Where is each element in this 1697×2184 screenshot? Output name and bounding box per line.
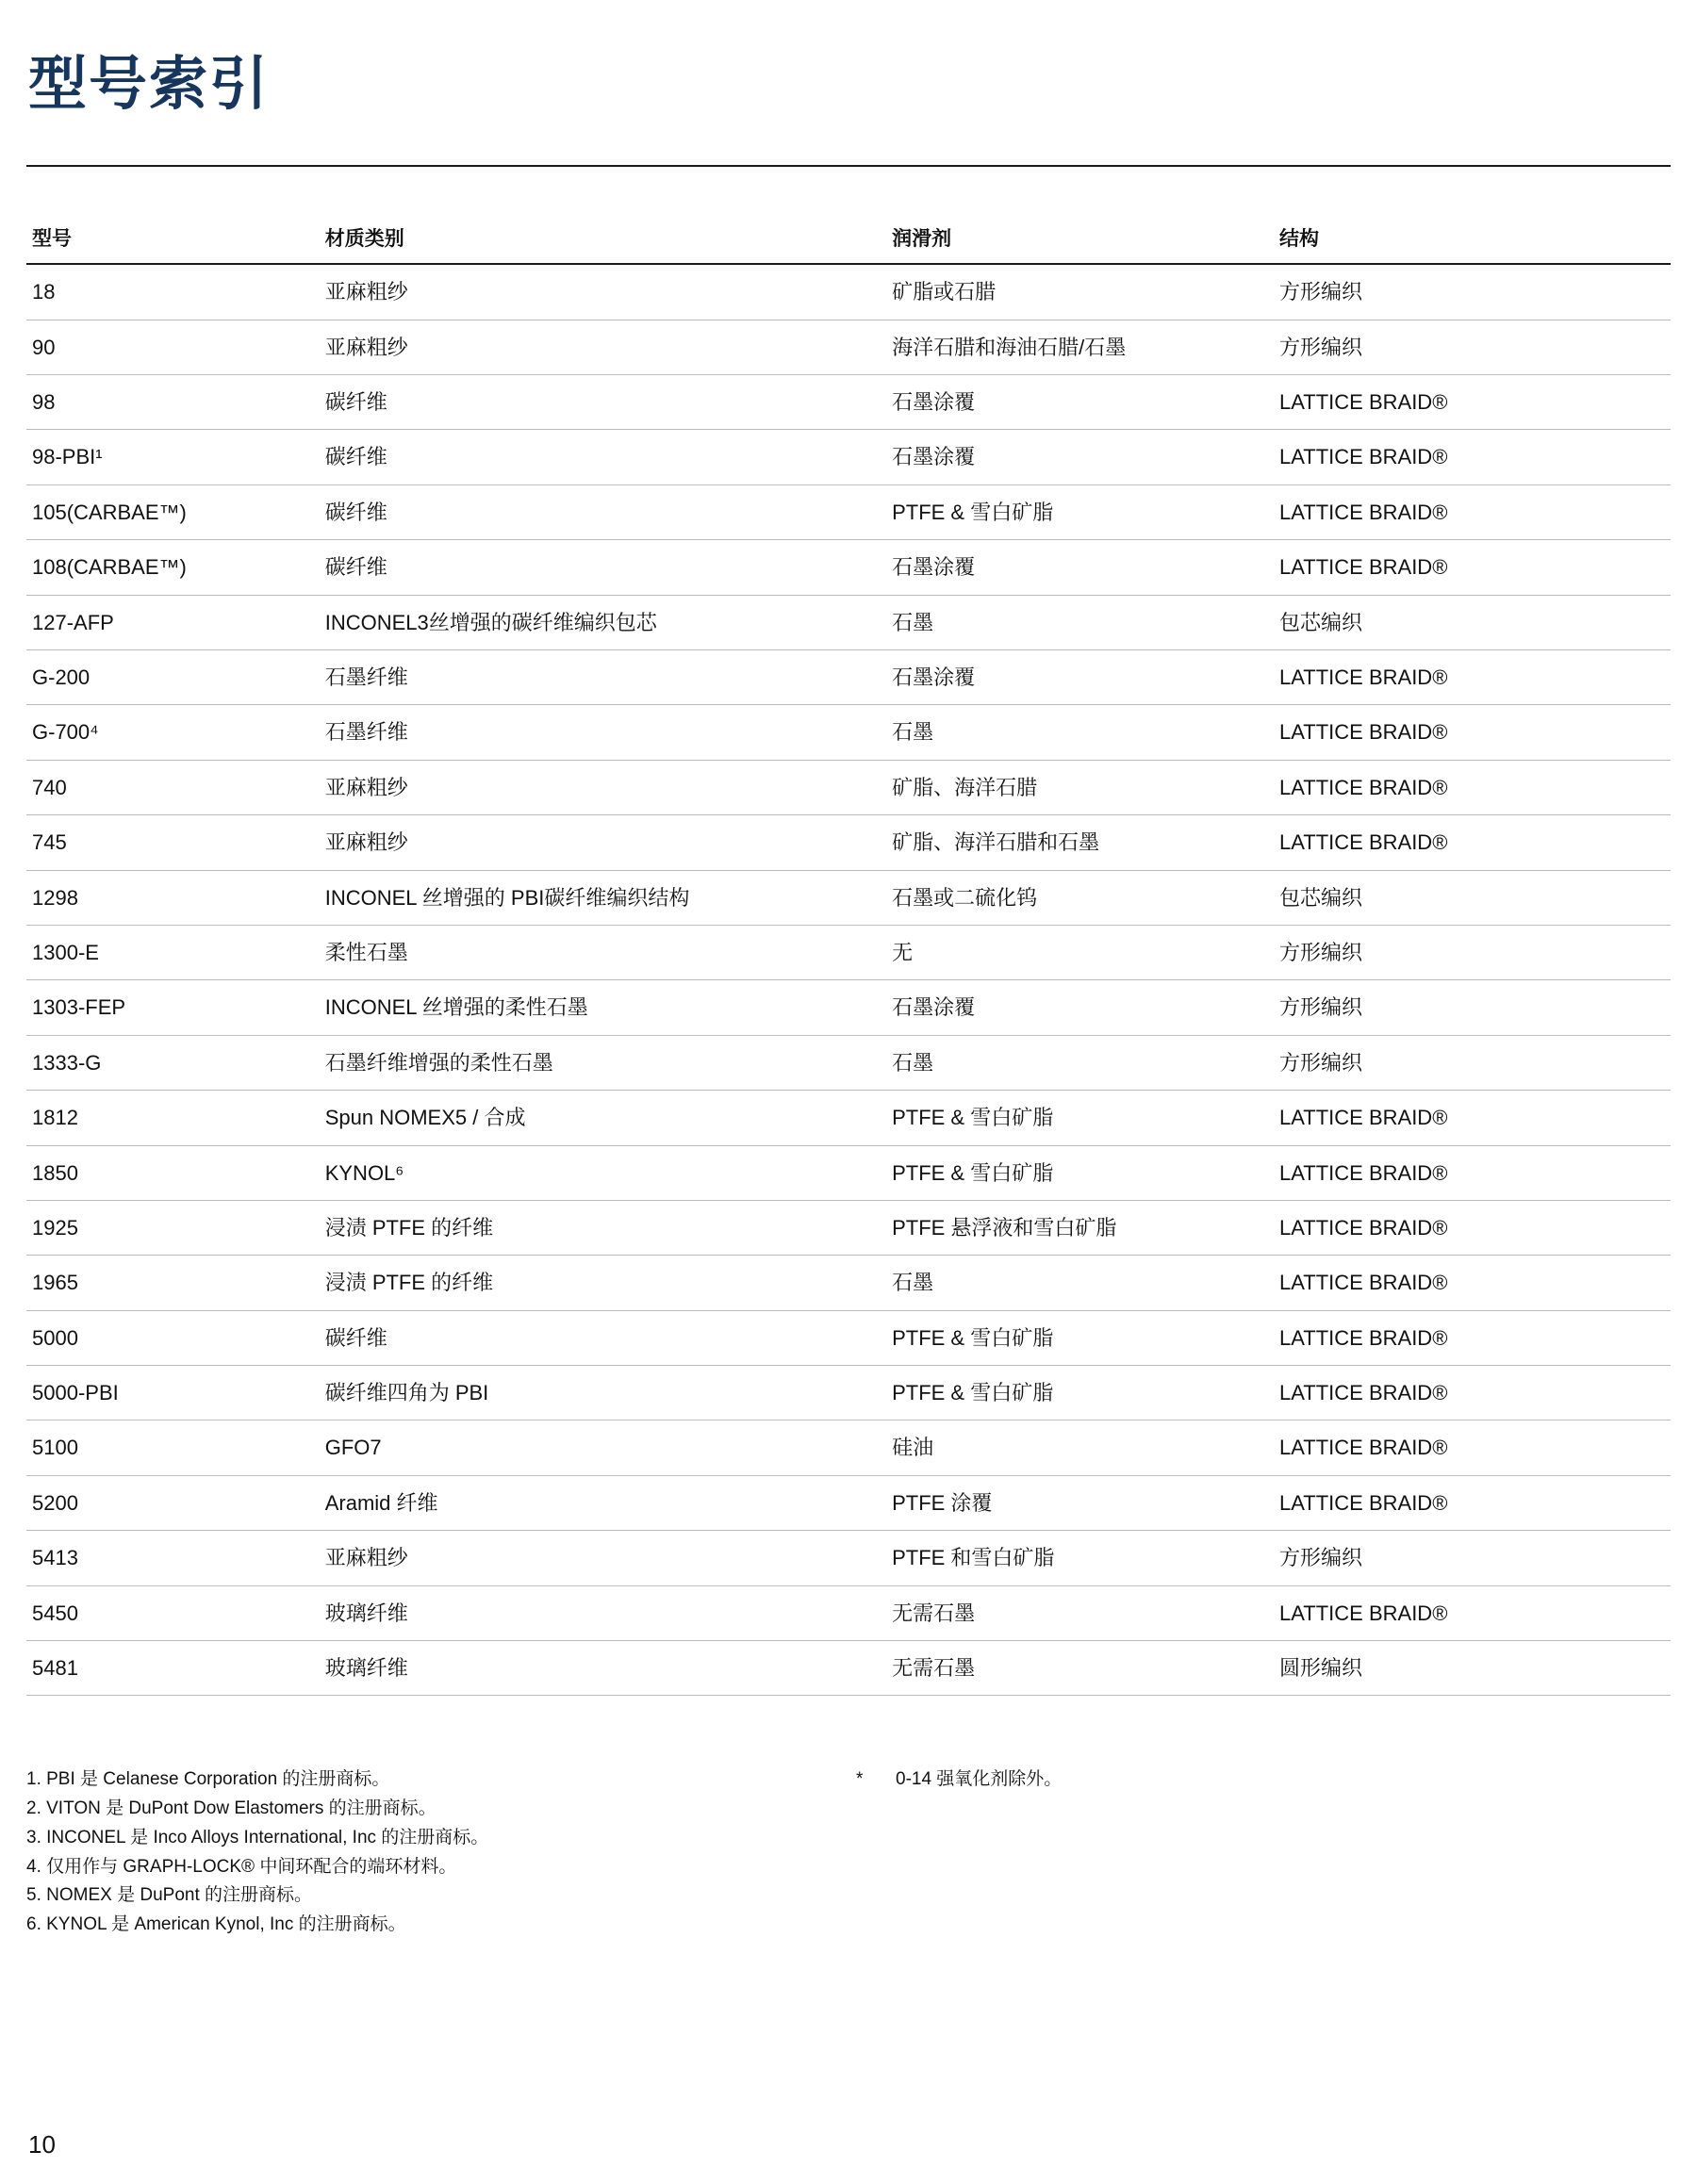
cell-material: Aramid 纤维 bbox=[320, 1475, 886, 1530]
cell-lubricant: PTFE & 雪白矿脂 bbox=[886, 1091, 1274, 1145]
cell-lubricant: 石墨涂覆 bbox=[886, 540, 1274, 595]
cell-lubricant: 石墨 bbox=[886, 705, 1274, 760]
cell-material: INCONEL 丝增强的 PBI碳纤维编织结构 bbox=[320, 870, 886, 925]
cell-model: 1850 bbox=[26, 1145, 320, 1200]
page-number: 10 bbox=[28, 2129, 56, 2159]
cell-structure: LATTICE BRAID® bbox=[1274, 1145, 1671, 1200]
table-row bbox=[26, 1145, 1671, 1200]
cell-model: 745 bbox=[26, 815, 320, 870]
footnote-line: 4. 仅用作与 GRAPH-LOCK® 中间环配合的端环材料。 bbox=[26, 1856, 457, 1877]
table-row bbox=[26, 1366, 1671, 1420]
cell-structure: 方形编织 bbox=[1274, 925, 1671, 979]
cell-lubricant: 石墨 bbox=[886, 595, 1274, 649]
cell-structure: 方形编织 bbox=[1274, 1035, 1671, 1090]
table-row bbox=[26, 430, 1671, 484]
cell-model: 90 bbox=[26, 320, 320, 374]
cell-lubricant: 矿脂、海洋石腊和石墨 bbox=[886, 815, 1274, 870]
cell-structure: LATTICE BRAID® bbox=[1274, 815, 1671, 870]
footnote-line: 2. VITON 是 DuPont Dow Elastomers 的注册商标。 bbox=[26, 1798, 437, 1819]
cell-structure: LATTICE BRAID® bbox=[1274, 705, 1671, 760]
table-row bbox=[26, 375, 1671, 430]
cell-structure: LATTICE BRAID® bbox=[1274, 430, 1671, 484]
cell-material: 亚麻粗纱 bbox=[320, 320, 886, 374]
cell-model: 1812 bbox=[26, 1091, 320, 1145]
footnote-line: 3. INCONEL 是 Inco Alloys International, Inc 的注册商标。 bbox=[26, 1827, 489, 1847]
table-row bbox=[26, 649, 1671, 704]
table-row bbox=[26, 1200, 1671, 1255]
table-row bbox=[26, 815, 1671, 870]
cell-material: 柔性石墨 bbox=[320, 925, 886, 979]
table-row bbox=[26, 484, 1671, 539]
cell-model: 5100 bbox=[26, 1420, 320, 1475]
footnotes-left-column bbox=[26, 1765, 837, 1940]
table-row bbox=[26, 1420, 1671, 1475]
column-header-lubricant: 润滑剂 bbox=[886, 220, 1274, 264]
cell-model: 5450 bbox=[26, 1585, 320, 1640]
cell-material: 碳纤维四角为 PBI bbox=[320, 1366, 886, 1420]
cell-material: 碳纤维 bbox=[320, 484, 886, 539]
cell-model: 98 bbox=[26, 375, 320, 430]
title-divider bbox=[26, 165, 1671, 167]
cell-structure: 方形编织 bbox=[1274, 264, 1671, 320]
cell-structure: 方形编织 bbox=[1274, 980, 1671, 1035]
cell-structure: LATTICE BRAID® bbox=[1274, 1366, 1671, 1420]
document-page bbox=[0, 40, 1697, 2184]
cell-lubricant: 石墨涂覆 bbox=[886, 980, 1274, 1035]
cell-material: 浸渍 PTFE 的纤维 bbox=[320, 1256, 886, 1310]
footnote-line: 1. PBI 是 Celanese Corporation 的注册商标。 bbox=[26, 1769, 390, 1790]
cell-structure: LATTICE BRAID® bbox=[1274, 1091, 1671, 1145]
cell-structure: LATTICE BRAID® bbox=[1274, 375, 1671, 430]
table-row bbox=[26, 870, 1671, 925]
cell-lubricant: 无 bbox=[886, 925, 1274, 979]
table-row bbox=[26, 1641, 1671, 1696]
cell-model: 1925 bbox=[26, 1200, 320, 1255]
cell-material: INCONEL 丝增强的柔性石墨 bbox=[320, 980, 886, 1035]
cell-lubricant: 石墨 bbox=[886, 1035, 1274, 1090]
asterisk-marker: * bbox=[856, 1769, 864, 1790]
cell-model: 5000 bbox=[26, 1310, 320, 1365]
cell-model: 5481 bbox=[26, 1641, 320, 1696]
cell-structure: LATTICE BRAID® bbox=[1274, 484, 1671, 539]
cell-model: 740 bbox=[26, 760, 320, 814]
cell-lubricant: PTFE & 雪白矿脂 bbox=[886, 1145, 1274, 1200]
cell-material: INCONEL3丝增强的碳纤维编织包芯 bbox=[320, 595, 886, 649]
cell-material: 碳纤维 bbox=[320, 540, 886, 595]
footnote-asterisk bbox=[856, 1765, 1516, 1795]
cell-structure: 方形编织 bbox=[1274, 320, 1671, 374]
cell-structure: LATTICE BRAID® bbox=[1274, 1475, 1671, 1530]
cell-model: 108(CARBAE™) bbox=[26, 540, 320, 595]
cell-structure: LATTICE BRAID® bbox=[1274, 1200, 1671, 1255]
cell-lubricant: 石墨涂覆 bbox=[886, 430, 1274, 484]
footnotes bbox=[26, 1765, 1671, 1940]
cell-lubricant: 海洋石腊和海油石腊/石墨 bbox=[886, 320, 1274, 374]
table-row bbox=[26, 1475, 1671, 1530]
table-row bbox=[26, 1310, 1671, 1365]
page-title: 型号索引 bbox=[28, 51, 271, 117]
table-row bbox=[26, 1531, 1671, 1585]
cell-material: GFO7 bbox=[320, 1420, 886, 1475]
cell-structure: LATTICE BRAID® bbox=[1274, 540, 1671, 595]
cell-lubricant: 石墨或二硫化钨 bbox=[886, 870, 1274, 925]
cell-lubricant: 矿脂或石腊 bbox=[886, 264, 1274, 320]
cell-material: Spun NOMEX5 / 合成 bbox=[320, 1091, 886, 1145]
cell-material: 石墨纤维 bbox=[320, 705, 886, 760]
cell-model: 1333-G bbox=[26, 1035, 320, 1090]
cell-material: 亚麻粗纱 bbox=[320, 1531, 886, 1585]
cell-structure: LATTICE BRAID® bbox=[1274, 1585, 1671, 1640]
cell-material: 石墨纤维 bbox=[320, 649, 886, 704]
cell-lubricant: PTFE 涂覆 bbox=[886, 1475, 1274, 1530]
footnotes-right-column bbox=[837, 1765, 1516, 1795]
cell-structure: 方形编织 bbox=[1274, 1531, 1671, 1585]
cell-structure: LATTICE BRAID® bbox=[1274, 1420, 1671, 1475]
cell-model: 1300-E bbox=[26, 925, 320, 979]
cell-model: 1965 bbox=[26, 1256, 320, 1310]
cell-material: 浸渍 PTFE 的纤维 bbox=[320, 1200, 886, 1255]
table-row bbox=[26, 760, 1671, 814]
footnote-line: 5. NOMEX 是 DuPont 的注册商标。 bbox=[26, 1885, 313, 1906]
cell-material: 亚麻粗纱 bbox=[320, 264, 886, 320]
cell-model: 18 bbox=[26, 264, 320, 320]
cell-material: KYNOL⁶ bbox=[320, 1145, 886, 1200]
table-row bbox=[26, 1256, 1671, 1310]
cell-structure: LATTICE BRAID® bbox=[1274, 1310, 1671, 1365]
cell-structure: LATTICE BRAID® bbox=[1274, 760, 1671, 814]
table-row bbox=[26, 264, 1671, 320]
column-header-structure: 结构 bbox=[1274, 220, 1671, 264]
table-header bbox=[26, 220, 1671, 264]
table-row bbox=[26, 540, 1671, 595]
cell-lubricant: 硅油 bbox=[886, 1420, 1274, 1475]
cell-material: 石墨纤维增强的柔性石墨 bbox=[320, 1035, 886, 1090]
cell-material: 碳纤维 bbox=[320, 375, 886, 430]
cell-material: 玻璃纤维 bbox=[320, 1641, 886, 1696]
cell-model: 105(CARBAE™) bbox=[26, 484, 320, 539]
cell-model: 5200 bbox=[26, 1475, 320, 1530]
table-row bbox=[26, 320, 1671, 374]
footnote-asterisk-text: 0-14 强氧化剂除外。 bbox=[896, 1769, 1063, 1790]
cell-lubricant: 石墨涂覆 bbox=[886, 375, 1274, 430]
table-row bbox=[26, 1091, 1671, 1145]
cell-lubricant: PTFE & 雪白矿脂 bbox=[886, 1366, 1274, 1420]
cell-material: 亚麻粗纱 bbox=[320, 760, 886, 814]
cell-lubricant: PTFE & 雪白矿脂 bbox=[886, 484, 1274, 539]
cell-structure: LATTICE BRAID® bbox=[1274, 649, 1671, 704]
cell-model: G-700⁴ bbox=[26, 705, 320, 760]
cell-lubricant: PTFE & 雪白矿脂 bbox=[886, 1310, 1274, 1365]
cell-lubricant: 石墨 bbox=[886, 1256, 1274, 1310]
cell-material: 亚麻粗纱 bbox=[320, 815, 886, 870]
cell-structure: 包芯编织 bbox=[1274, 870, 1671, 925]
cell-model: 98-PBI¹ bbox=[26, 430, 320, 484]
cell-lubricant: PTFE 悬浮液和雪白矿脂 bbox=[886, 1200, 1274, 1255]
cell-model: 127-AFP bbox=[26, 595, 320, 649]
model-index-table bbox=[26, 220, 1671, 1696]
cell-model: G-200 bbox=[26, 649, 320, 704]
cell-structure: LATTICE BRAID® bbox=[1274, 1256, 1671, 1310]
column-header-model: 型号 bbox=[26, 220, 320, 264]
table-row bbox=[26, 980, 1671, 1035]
cell-material: 碳纤维 bbox=[320, 1310, 886, 1365]
cell-structure: 包芯编织 bbox=[1274, 595, 1671, 649]
cell-model: 1298 bbox=[26, 870, 320, 925]
cell-lubricant: 矿脂、海洋石腊 bbox=[886, 760, 1274, 814]
cell-model: 1303-FEP bbox=[26, 980, 320, 1035]
cell-lubricant: 无需石墨 bbox=[886, 1585, 1274, 1640]
cell-model: 5000-PBI bbox=[26, 1366, 320, 1420]
table-row bbox=[26, 925, 1671, 979]
column-header-material: 材质类别 bbox=[320, 220, 886, 264]
cell-model: 5413 bbox=[26, 1531, 320, 1585]
cell-lubricant: PTFE 和雪白矿脂 bbox=[886, 1531, 1274, 1585]
table-body bbox=[26, 264, 1671, 1696]
table-row bbox=[26, 705, 1671, 760]
footnote-line: 6. KYNOL 是 American Kynol, Inc 的注册商标。 bbox=[26, 1914, 406, 1935]
table-row bbox=[26, 1585, 1671, 1640]
table-row bbox=[26, 1035, 1671, 1090]
cell-material: 玻璃纤维 bbox=[320, 1585, 886, 1640]
cell-structure: 圆形编织 bbox=[1274, 1641, 1671, 1696]
cell-lubricant: 无需石墨 bbox=[886, 1641, 1274, 1696]
table-row bbox=[26, 595, 1671, 649]
table-header-row bbox=[26, 220, 1671, 264]
cell-material: 碳纤维 bbox=[320, 430, 886, 484]
cell-lubricant: 石墨涂覆 bbox=[886, 649, 1274, 704]
